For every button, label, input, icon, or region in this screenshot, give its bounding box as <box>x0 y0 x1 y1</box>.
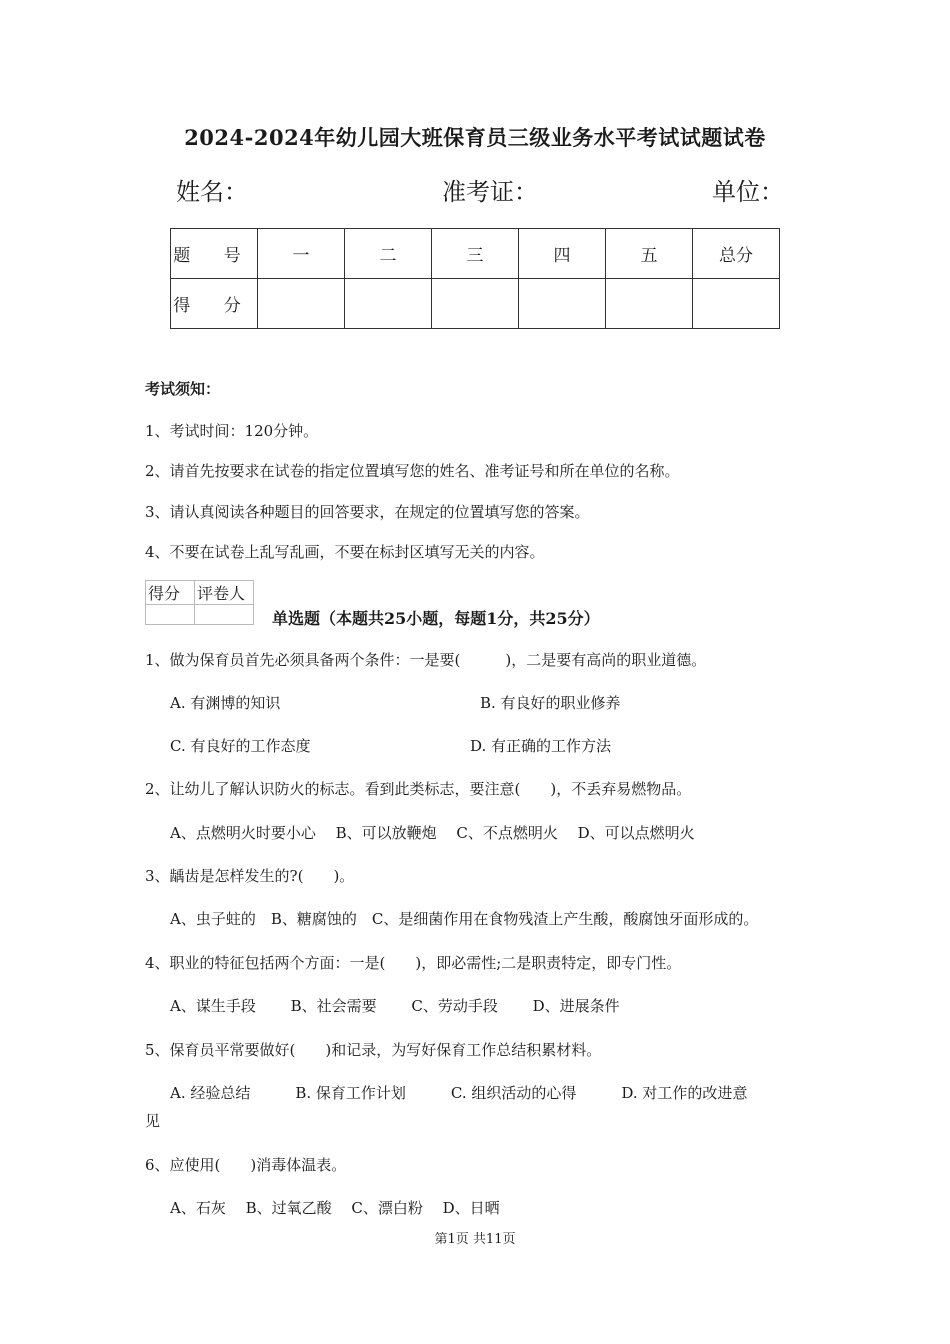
question-options: A、点燃明火时要小心 B、可以放鞭炮 C、不点燃明火 D、可以点燃明火 <box>170 824 695 842</box>
score-table-cell: 题 号 <box>171 229 258 279</box>
score-input-cell[interactable] <box>258 279 345 329</box>
question-option: A. 有渊博的知识 <box>170 694 281 712</box>
question-option: B. 有良好的职业修养 <box>480 694 621 712</box>
question-stem: 4、职业的特征包括两个方面：一是( )，即必需性;二是职责特定，即专门性。 <box>145 954 682 972</box>
score-table-cell: 四 <box>519 229 606 279</box>
grader-score-label: 得分 <box>146 581 195 605</box>
notice-item: 4、不要在试卷上乱写乱画，不要在标封区填写无关的内容。 <box>145 543 545 561</box>
question-stem: 2、让幼儿了解认识防火的标志。看到此类标志，要注意( )，不丢弃易燃物品。 <box>145 780 692 798</box>
section-title: 单选题（本题共25小题，每题1分，共25分） <box>272 609 600 628</box>
question-options: A、虫子蛀的 B、糖腐蚀的 C、是细菌作用在食物残渣上产生酸，酸腐蚀牙面形成的。 <box>170 910 759 928</box>
grader-name-cell[interactable] <box>195 605 254 625</box>
grader-box <box>145 580 254 625</box>
question-options: A、谋生手段 B、社会需要 C、劳动手段 D、进展条件 <box>170 997 620 1015</box>
notice-item: 3、请认真阅读各种题目的回答要求，在规定的位置填写您的答案。 <box>145 503 590 521</box>
name-field-label: 姓名： <box>176 178 248 206</box>
question-stem: 1、做为保育员首先必须具备两个条件：一是要( )，二是要有高尚的职业道德。 <box>145 651 707 669</box>
notice-item: 2、请首先按要求在试卷的指定位置填写您的姓名、准考证号和所在单位的名称。 <box>145 462 680 480</box>
score-table-cell: 二 <box>345 229 432 279</box>
score-table-cell: 五 <box>606 229 693 279</box>
score-table-cell: 一 <box>258 229 345 279</box>
notice-item: 1、考试时间：120分钟。 <box>145 422 319 440</box>
question-stem: 3、龋齿是怎样发生的?( )。 <box>145 867 355 885</box>
question-options: A、石灰 B、过氧乙酸 C、漂白粉 D、日晒 <box>170 1199 500 1217</box>
score-table-cell: 三 <box>432 229 519 279</box>
question-stem: 5、保育员平常要做好( )和记录，为写好保育工作总结积累材料。 <box>145 1041 602 1059</box>
exam-id-field-label: 准考证： <box>442 178 538 206</box>
question-option: C. 有良好的工作态度 <box>170 737 311 755</box>
score-table <box>170 228 780 329</box>
question-stem: 6、应使用( )消毒体温表。 <box>145 1156 347 1174</box>
score-table-header-row <box>171 229 780 279</box>
score-input-cell[interactable] <box>432 279 519 329</box>
score-input-cell[interactable] <box>345 279 432 329</box>
question-options: A. 经验总结 B. 保育工作计划 C. 组织活动的心得 D. 对工作的改进意 <box>170 1084 748 1102</box>
score-input-cell[interactable] <box>519 279 606 329</box>
notice-heading: 考试须知： <box>145 380 221 398</box>
score-input-cell[interactable] <box>606 279 693 329</box>
grader-score-cell[interactable] <box>146 605 195 625</box>
score-row-label: 得 分 <box>171 279 258 329</box>
score-table-score-row <box>171 279 780 329</box>
grader-name-label: 评卷人 <box>195 581 254 605</box>
unit-field-label: 单位： <box>712 178 784 206</box>
score-table-cell: 总分 <box>693 229 780 279</box>
score-input-cell[interactable] <box>693 279 780 329</box>
page-footer: 第1页 共11页 <box>434 1232 516 1247</box>
question-options-wrap: 见 <box>145 1112 161 1130</box>
exam-title: 2024-2024年幼儿园大班保育员三级业务水平考试试题试卷 <box>184 125 766 150</box>
question-option: D. 有正确的工作方法 <box>470 737 612 755</box>
